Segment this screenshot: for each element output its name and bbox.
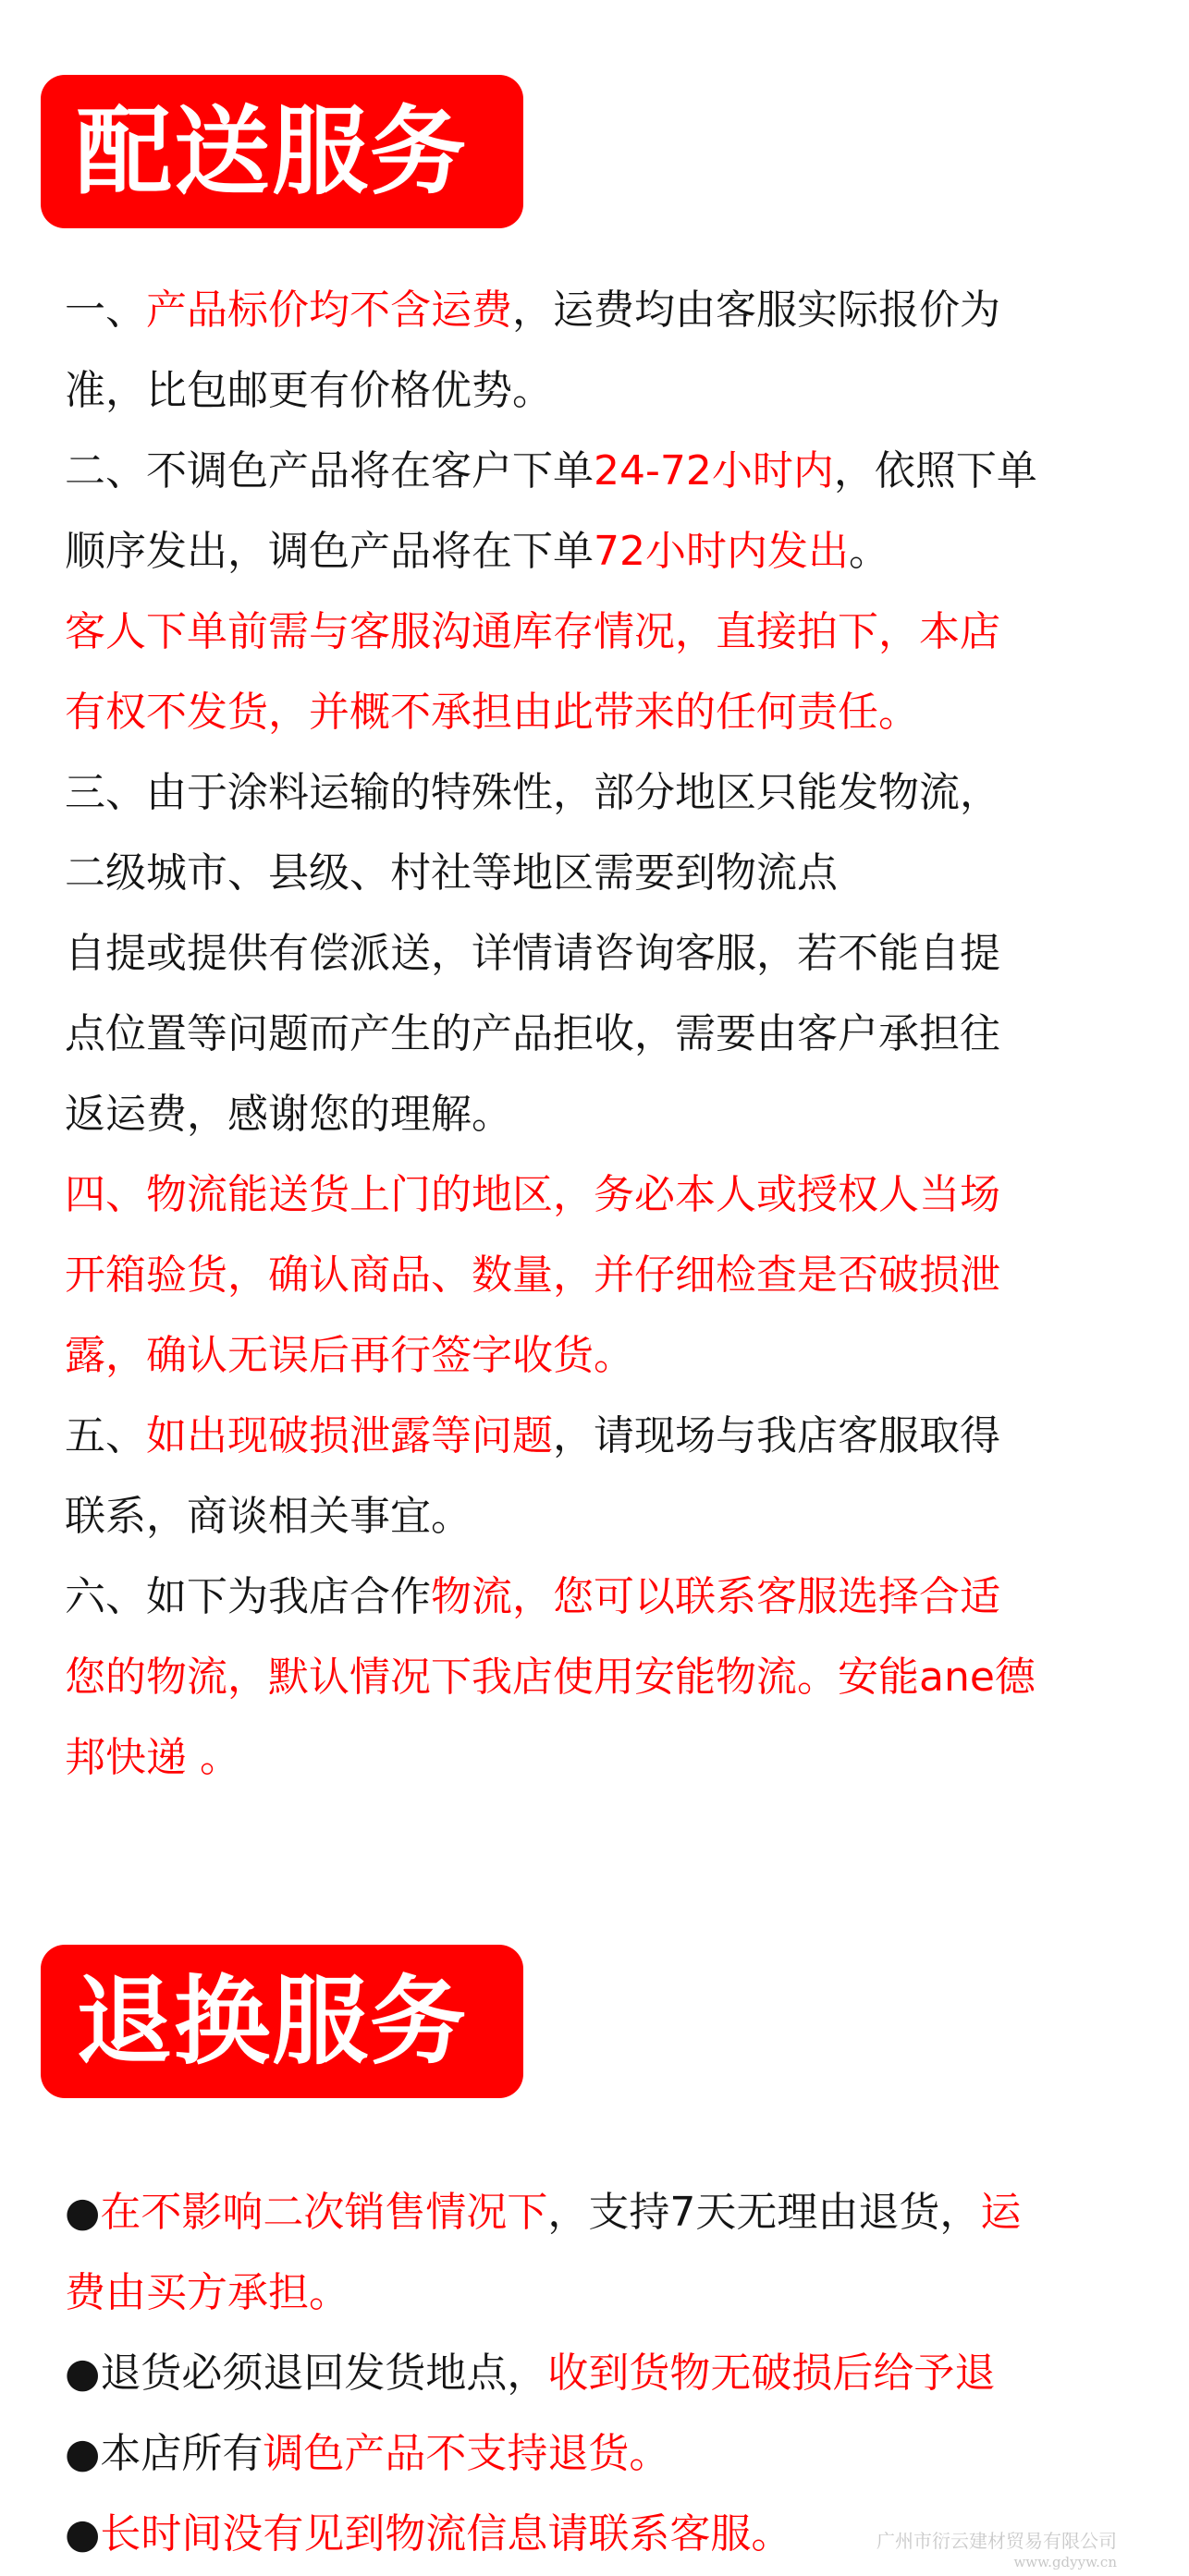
highlighted-text: 如出现破损泄露等问题 [146,1412,553,1459]
watermark-company: 广州市衍云建材贸易有限公司 [876,2530,1117,2552]
body-text: 三、由于涂料运输的特殊性，部分地区只能发物流， [65,769,1000,816]
delivery-term-line [65,1557,1174,1637]
delivery-term-line [65,592,1174,672]
returns-term-line [65,2252,1174,2333]
highlighted-text: 在不影响二次销售情况下 [100,2189,548,2236]
highlighted-text: 产品标价均不含运费 [146,287,512,334]
body-text: 自提或提供有偿派送，详情请咨询客服，若不能自提 [65,930,1000,977]
body-text: ●退货必须退回发货地点， [65,2350,548,2397]
body-text: ● [65,2189,101,2236]
highlighted-text: 有权不发货，并概不承担由此带来的任何责任。 [65,689,919,736]
highlighted-text: 四、物流能送货上门的地区，务必本人或授权人当场 [65,1171,1000,1218]
delivery-term-line [65,270,1174,350]
delivery-term-line [65,1154,1174,1235]
body-text: 二、不调色产品将在客户下单 [65,447,594,494]
highlighted-text: 调色产品不支持退货。 [263,2430,670,2477]
body-text: 准，比包邮更有价格优势。 [65,367,553,414]
delivery-term-line [65,994,1174,1074]
body-text: ，依照下单 [833,447,1037,494]
delivery-title: 配送服务 [76,95,469,208]
highlighted-text: 开箱验货，确认商品、数量，并仔细检查是否破损泄 [65,1251,1000,1299]
body-text: ，请现场与我店客服取得 [553,1412,1000,1459]
delivery-term-line [65,913,1174,994]
highlighted-text: 客人下单前需与客服沟通库存情况，直接拍下，本店 [65,608,1000,655]
delivery-term-line [65,1235,1174,1315]
highlighted-text: 72小时内发出 [594,528,849,575]
body-text: ●本店所有 [65,2430,264,2477]
body-text: 二级城市、县级、村社等地区需要到物流点 [65,849,838,897]
highlighted-text: 邦快递 。 [65,1734,240,1781]
delivery-section-header [41,75,523,228]
highlighted-text: 运 [980,2189,1022,2236]
highlighted-text: 长时间没有见到物流信息请联系客服。 [100,2510,792,2558]
watermark-url: www.gdyyw.cn [1013,2554,1117,2570]
body-text: 一、 [65,287,146,334]
returns-section-header [41,1945,523,2098]
delivery-terms [65,270,1174,1798]
delivery-term-line [65,1074,1174,1154]
body-text: 顺序发出，调色产品将在下单 [65,528,594,575]
delivery-term-line [65,1637,1174,1717]
returns-terms [65,2172,1174,2574]
delivery-term-line [65,431,1174,511]
body-text: 六、如下为我店合作 [65,1573,431,1620]
body-text: 。 [849,528,889,575]
body-text: ，支持7天无理由退货， [547,2189,981,2236]
delivery-term-line [65,1717,1174,1798]
delivery-term-line [65,752,1174,833]
highlighted-text: 费由买方承担。 [65,2269,349,2316]
delivery-term-line [65,350,1174,431]
body-text: 点位置等问题而产生的产品拒收，需要由客户承担往 [65,1010,1000,1057]
delivery-term-line [65,1396,1174,1476]
body-text: ，运费均由客服实际报价为 [512,287,1000,334]
delivery-term-line [65,672,1174,752]
delivery-term-line [65,1315,1174,1396]
returns-term-line [65,2413,1174,2494]
body-text: 联系，商谈相关事宜。 [65,1493,472,1540]
highlighted-text: 收到货物无破损后给予退 [547,2350,996,2397]
returns-term-line [65,2333,1174,2413]
highlighted-text: 露，确认无误后再行签字收货。 [65,1332,634,1379]
delivery-term-line [65,833,1174,913]
delivery-term-line [65,511,1174,592]
highlighted-text: 您的物流，默认情况下我店使用安能物流。安能ane德 [65,1654,1036,1701]
body-text: 五、 [65,1412,146,1459]
returns-term-line [65,2172,1174,2252]
highlighted-text: 物流，您可以联系客服选择合适 [431,1573,1000,1620]
body-text: 返运费，感谢您的理解。 [65,1091,512,1138]
delivery-term-line [65,1476,1174,1557]
returns-title: 退换服务 [76,1965,469,2078]
body-text: ● [65,2510,101,2558]
highlighted-text: 24-72小时内 [594,447,834,494]
